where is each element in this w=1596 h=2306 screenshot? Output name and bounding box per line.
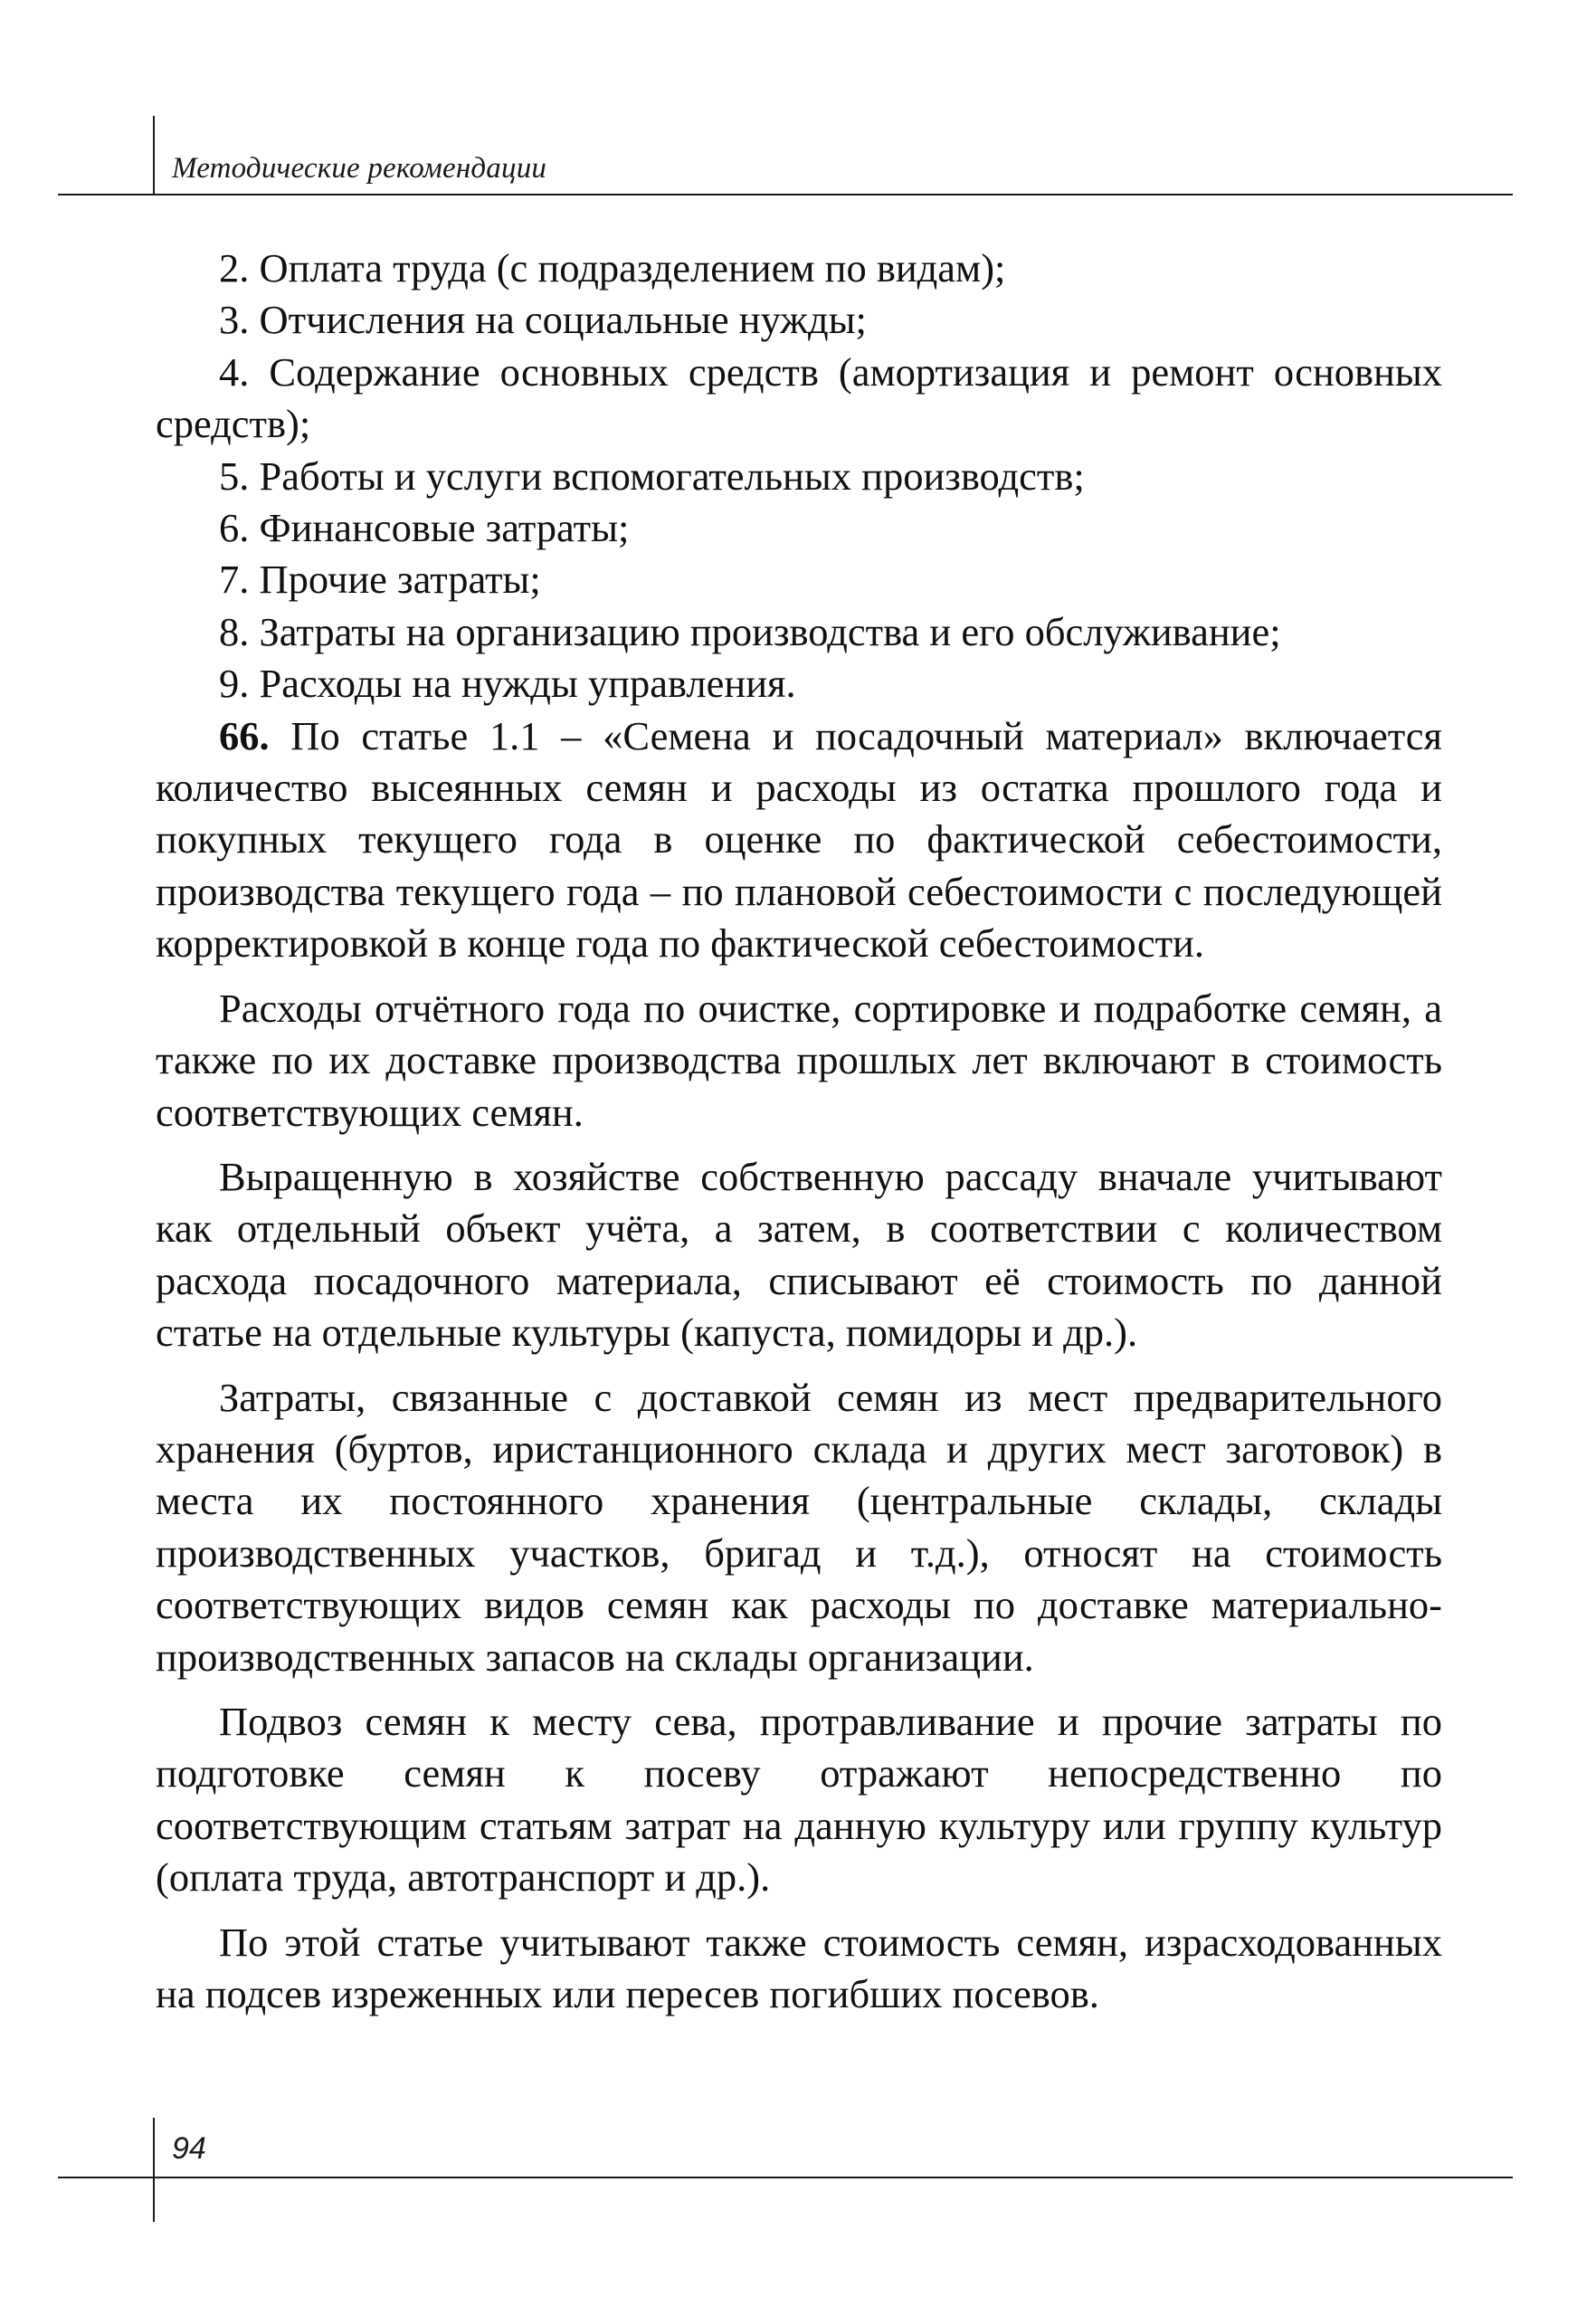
- paragraph: Подвоз семян к месту сева, протравливание и прочие затраты по подготовке семян к посеву отражают непосредственно по соответствующим статьям затрат на данную культуру или группу культур (оплата труда, автотранспорт и др.).: [156, 1698, 1442, 1901]
- page-number: 94: [172, 2131, 206, 2166]
- header-rule: [58, 194, 1513, 195]
- paragraph-number: 66.: [219, 712, 270, 758]
- running-head-title: Методические рекомендации: [172, 152, 547, 185]
- list-item: 7. Прочие затраты;: [219, 557, 541, 603]
- paragraph: По этой статье учитывают также стоимость семян, израсходованных на подсев изреженных или пересев погибших посевов.: [156, 1919, 1442, 2016]
- list-item: 5. Работы и услуги вспомогательных производств;: [219, 453, 1085, 499]
- page-body: [156, 243, 1442, 2020]
- paragraph-66-text: По статье 1.1 – «Семена и посадочный материал» включается количество высеянных семян и расходы из остатка прошлого года и покупных текущего года в оценке по фактической себестоимости, производства текущего года – по плановой себестоимости с последующей корректировкой в конце года по фактической себестоимости.: [156, 712, 1442, 967]
- list-item: 2. Оплата труда (с подразделением по видам);: [219, 245, 1006, 291]
- paragraph: Выращенную в хозяйстве собственную рассаду вначале учитывают как отдельный объект учёта, а затем, в соответствии с количеством расхода посадочного материала, списывают её стоимость по данной статье на отдельные культуры (капуста, помидоры и др.).: [156, 1153, 1442, 1356]
- footer-rule: [58, 2177, 1513, 2178]
- paragraph-66: [156, 710, 1442, 970]
- list-item: 3. Отчисления на социальные нужды;: [219, 297, 867, 343]
- list-item: 8. Затраты на организацию производства и его обслуживание;: [219, 608, 1281, 654]
- list-item: 4. Содержание основных средств (амортизация и ремонт основных средств);: [156, 348, 1442, 447]
- paragraph: Расходы отчётного года по очистке, сортировке и подработке семян, а также по их доставке производства прошлых лет включают в стоимость соответствующих семян.: [156, 985, 1442, 1135]
- list-item: 6. Финансовые затраты;: [219, 505, 630, 551]
- list-item: 9. Расходы на нужды управления.: [219, 661, 796, 707]
- footer-vertical-rule: [153, 2118, 155, 2222]
- paragraph: Затраты, связанные с доставкой семян из мест предварительного хранения (буртов, иристанционного склада и других мест заготовок) в места их постоянного хранения (центральные склады, склады производственных участков, бригад и т.д.), относят на стоимость соответствующих видов семян как расходы по доставке материально-производственных запасов на склады организации.: [156, 1374, 1442, 1680]
- header-vertical-rule: [153, 116, 155, 195]
